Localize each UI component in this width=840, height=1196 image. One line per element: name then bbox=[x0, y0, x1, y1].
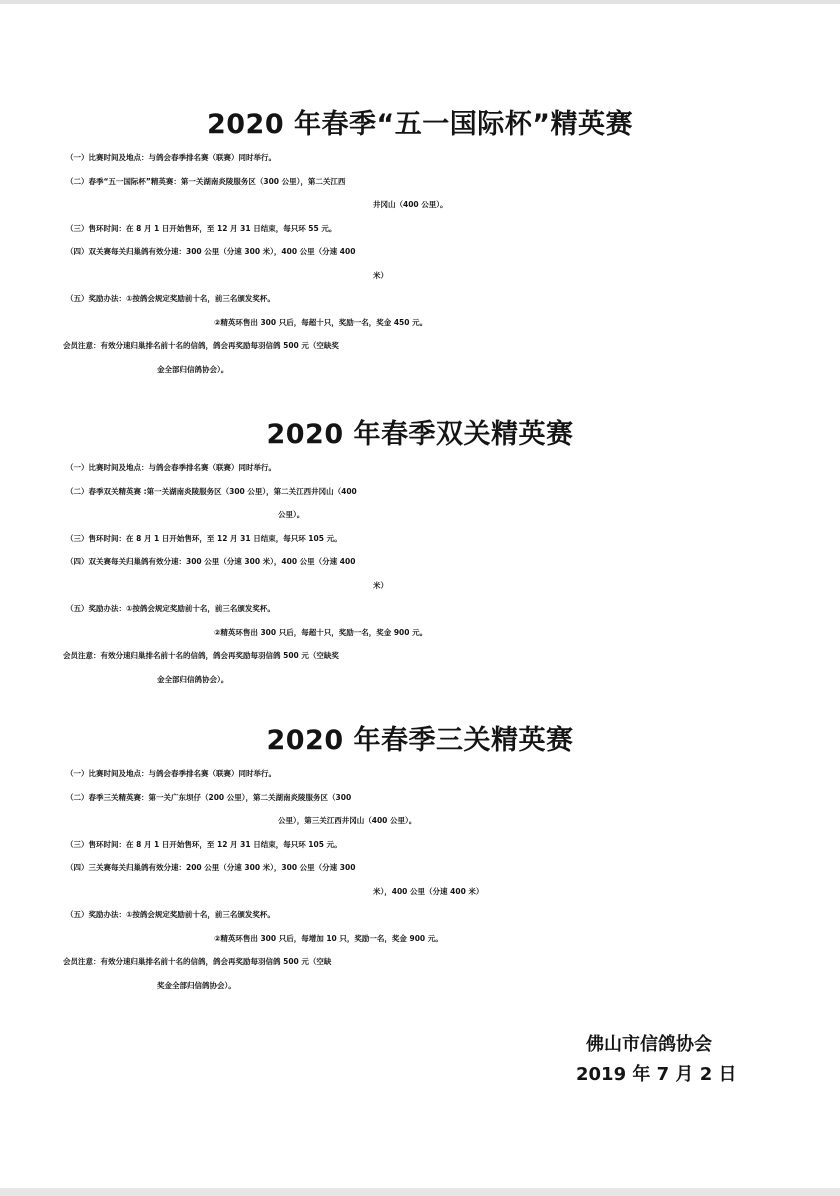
section-wuyi-cup bbox=[0, 108, 840, 381]
rule-line-5: （五）奖励办法：①按鸽会规定奖励前十名，前三名颁发奖杯。 bbox=[66, 294, 275, 303]
member-note-cont: 奖金全部归信鸽协会）。 bbox=[157, 980, 236, 990]
rule-line-4: （四）双关赛每关归巢鸽有效分速：300 公里（分速 300 米），400 公里（分速 400 bbox=[66, 247, 356, 256]
rule-line-5-sub: ②精英环售出 300 只后，每超十只，奖励一名，奖金 900 元。 bbox=[214, 627, 428, 637]
rule-line-4: （四）三关赛每关归巢鸽有效分速：200 公里（分速 300 米），300 公里（分速 300 bbox=[66, 863, 356, 872]
rule-line-2-cont: 公里），第三关江西井冈山（400 公里）。 bbox=[278, 816, 417, 825]
member-note-cont: 金全部归信鸽协会）。 bbox=[157, 364, 229, 374]
section-title: 2020 年春季“五一国际杯”精英赛 bbox=[206, 109, 634, 140]
rule-line-5: （五）奖励办法：①按鸽会规定奖励前十名，前三名颁发奖杯。 bbox=[66, 604, 275, 613]
member-note-cont: 金全部归信鸽协会）。 bbox=[157, 674, 229, 684]
issue-date: 2019 年 7 月 2 日 bbox=[576, 1064, 737, 1085]
rule-line-3: （三）售环时间：在 8 月 1 日开始售环，至 12 月 31 日结束，每只环 105 元。 bbox=[66, 533, 342, 543]
rule-line-1: （一）比赛时间及地点：与鸽会春季排名赛（联赛）同时举行。 bbox=[66, 769, 276, 778]
rule-line-4-cont: 米），400 公里（分速 400 米） bbox=[373, 886, 484, 896]
rule-line-4-cont: 米） bbox=[373, 580, 388, 590]
member-note: 会员注意：有效分速归巢排名前十名的信鸽，鸽会再奖励每羽信鸽 500 元（空缺奖 bbox=[63, 341, 339, 350]
organization-name: 佛山市信鸽协会 bbox=[586, 1034, 712, 1055]
rule-line-1: （一）比赛时间及地点：与鸽会春季排名赛（联赛）同时举行。 bbox=[66, 463, 276, 472]
rule-line-4-cont: 米） bbox=[373, 270, 388, 280]
rule-line-3: （三）售环时间：在 8 月 1 日开始售环，至 12 月 31 日结束，每只环 55 元。 bbox=[66, 223, 337, 233]
rule-line-5-sub: ②精英环售出 300 只后，每超十只，奖励一名，奖金 450 元。 bbox=[214, 317, 428, 327]
member-note: 会员注意：有效分速归巢排名前十名的信鸽，鸽会再奖励每羽信鸽 500 元（空缺奖 bbox=[63, 651, 339, 660]
member-note: 会员注意：有效分速归巢排名前十名的信鸽，鸽会再奖励每羽信鸽 500 元（空缺 bbox=[63, 957, 332, 966]
rule-line-2: （二）春季“五一国际杯”精英赛：第一关湖南炎陵服务区（300 公里），第二关江西 bbox=[66, 176, 346, 186]
section-double-stage bbox=[0, 418, 840, 691]
rule-line-2: （二）春季双关精英赛 :第一关湖南炎陵服务区（300 公里），第二关江西井冈山（400 bbox=[66, 486, 357, 496]
rule-line-1: （一）比赛时间及地点：与鸽会春季排名赛（联赛）同时举行。 bbox=[66, 153, 276, 162]
rule-line-3: （三）售环时间：在 8 月 1 日开始售环，至 12 月 31 日结束，每只环 105 元。 bbox=[66, 839, 342, 849]
rule-line-2-cont: 井冈山（400 公里）。 bbox=[373, 200, 448, 209]
rule-line-2-cont: 公里）。 bbox=[278, 510, 305, 519]
bottom-edge bbox=[0, 1188, 840, 1196]
section-title: 2020 年春季双关精英赛 bbox=[266, 419, 574, 450]
rule-line-5: （五）奖励办法：①按鸽会规定奖励前十名，前三名颁发奖杯。 bbox=[66, 910, 275, 919]
section-title: 2020 年春季三关精英赛 bbox=[266, 725, 574, 756]
rule-line-2: （二）春季三关精英赛：第一关广东坝仔（200 公里），第二关湖南炎陵服务区（300 bbox=[66, 792, 352, 802]
section-triple-stage bbox=[0, 724, 840, 997]
rule-line-4: （四）双关赛每关归巢鸽有效分速：300 公里（分速 300 米），400 公里（分速 400 bbox=[66, 557, 356, 566]
rule-line-5-sub: ②精英环售出 300 只后，每增加 10 只，奖励一名，奖金 900 元。 bbox=[214, 933, 443, 943]
